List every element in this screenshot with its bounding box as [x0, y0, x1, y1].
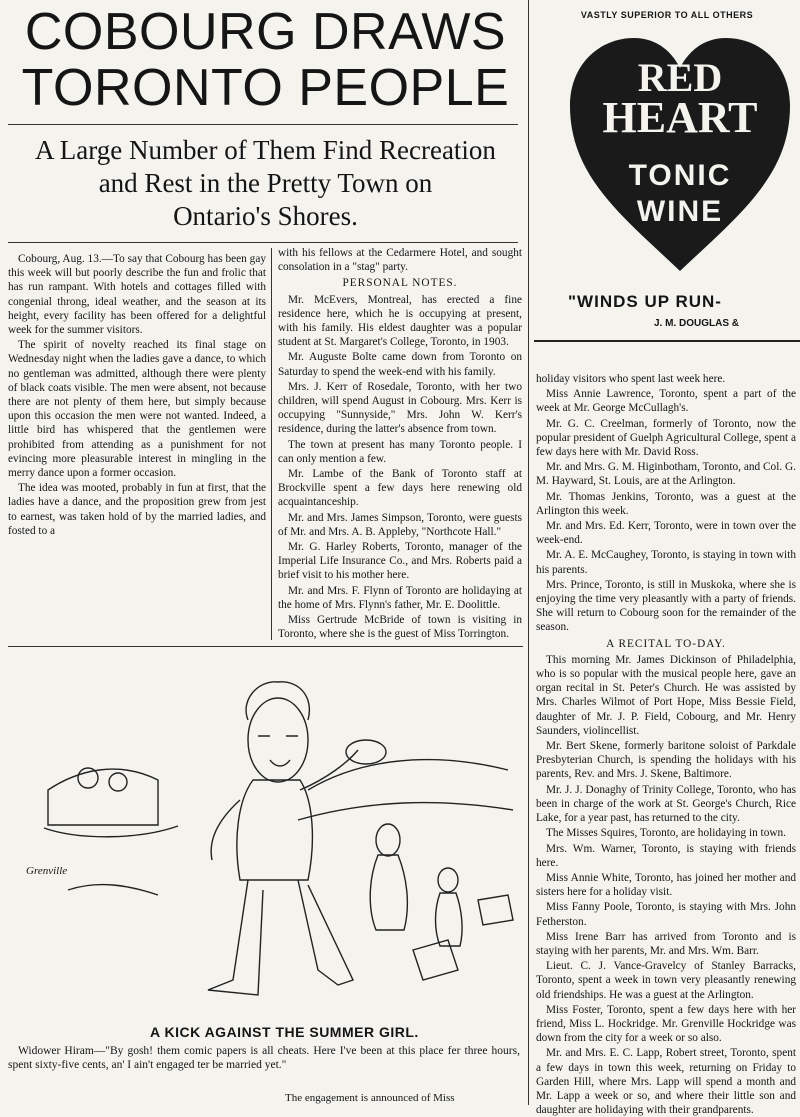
article-column-3 — [536, 372, 796, 1117]
paragraph: Miss Fanny Poole, Toronto, is staying with Mrs. John Fetherston. — [536, 901, 796, 928]
section-heading: PERSONAL NOTES. — [342, 277, 458, 290]
paragraph: Mr. J. J. Donaghy of Trinity College, Toronto, who has been in charge of the work at St. George's Church, Rice Lake, for a year past, has returned to the city. — [536, 783, 796, 825]
paragraph: Miss Gertrude McBride of town is visiting in Toronto, where she is the guest of Miss Torrington. — [278, 614, 522, 641]
paragraph: holiday visitors who spent last week here. — [536, 373, 726, 385]
paragraph: Cobourg, Aug. 13.—To say that Cobourg has been gay this week will but poorly describe the fun and frolic that has run rampant. With hotels and cottages filled with congenial throng, ideal weather, and the season at its height, every facility has been offered for a delightful week for the summer visitors. — [8, 253, 266, 337]
cartoon-caption: A KICK AGAINST THE SUMMER GIRL. — [150, 1024, 419, 1040]
paragraph: Mr. G. Harley Roberts, Toronto, manager of the Imperial Life Insurance Co., and Mrs. Roberts paid a brief visit to his mother here. — [278, 541, 522, 582]
subhead-line-2: and Rest in the Pretty Town on — [98, 168, 433, 198]
cartoon-drawing — [8, 650, 523, 1020]
headline-rule — [8, 124, 518, 125]
cartoon-top-rule — [8, 646, 523, 647]
column-rule-right — [528, 0, 529, 1105]
section-heading: A RECITAL TO-DAY. — [606, 637, 726, 650]
ad-wine: WINE — [636, 195, 724, 228]
paragraph: Mr. and Mrs. G. M. Higinbotham, Toronto, and Col. G. M. Hayward, St. Louis, are at the Arlington. — [536, 461, 796, 488]
subhead-line-1: A Large Number of Them Find Recreation — [35, 135, 496, 165]
red-heart-advertisement — [534, 0, 800, 342]
paragraph: Mr. Auguste Bolte came down from Toronto on Saturday to spend the week-end with his family. — [278, 351, 522, 378]
ad-brand-heart: HEART — [602, 93, 758, 142]
subhead-rule — [8, 242, 518, 243]
paragraph: Mrs. J. Kerr of Rosedale, Toronto, with her two children, will spend August in Cobourg. Mrs. Kerr is occupying "Sunnyside," Mrs. John W. Kerr's residence, during the latter's absence from town. — [278, 380, 522, 436]
paragraph: with his fellows at the Cedarmere Hotel, and sought consolation in a "stag" party. — [278, 247, 522, 274]
paragraph: Mrs. Prince, Toronto, is still in Muskoka, where she is enjoying the time very pleasantly with a party of friends. She will return to Cobourg soon for the remainder of the season. — [536, 578, 796, 634]
ad-brand-red: RED — [637, 55, 723, 100]
paragraph: Lieut. C. J. Vance-Gravelcy of Stanley Barracks, Toronto, spent a week in town very pleasantly renewing old friendships. He was a guest at the Arlington. — [536, 960, 796, 1001]
paragraph: Miss Annie White, Toronto, has joined her mother and sisters here for a holiday visit. — [536, 871, 796, 899]
paragraph: Mr. G. C. Creelman, formerly of Toronto, now the popular president of Guelph Agricultural College, spent a few days here with Mr. David Ross. — [536, 417, 796, 459]
cartoon-dialogue — [8, 1045, 520, 1087]
paragraph: Widower Hiram—"By gosh! them comic papers is all cheats. Here I've been at this place fer three hours, spent sixty-five cents, an' I ain't engaged ter be married yet." — [8, 1045, 520, 1071]
ad-tonic: TONIC — [628, 159, 732, 192]
paragraph: Mr. Bert Skene, formerly baritone soloist of Parkdale Presbyterian Church, is spending the holidays with his parents, Rev. and Mrs. J. Skene, Baltimore. — [536, 740, 796, 781]
paragraph: Mr. McEvers, Montreal, has erected a fine residence here, which he is occupying at present, with his family. His eldest daughter was a popular student at St. Margaret's College, Toronto, in 1903. — [278, 293, 522, 349]
paragraph: Mr. and Mrs. F. Flynn of Toronto are holidaying at the home of Mrs. Flynn's father, Mr. E. Doolittle. — [278, 584, 522, 611]
paragraph: Miss Annie Lawrence, Toronto, spent a part of the week at Mr. George McCullagh's. — [536, 388, 796, 415]
cartoonist-signature: Grenville — [26, 865, 68, 877]
paragraph: Miss Foster, Toronto, spent a few days here with her friend, Miss L. Hockridge. Mr. Grenville Hockridge was down from the city for a week or so also. — [536, 1003, 796, 1045]
ad-byline: J. M. DOUGLAS & — [654, 318, 740, 329]
paragraph: The town at present has many Toronto people. I can only mention a few. — [278, 438, 522, 465]
column-rule-middle — [271, 248, 272, 640]
paragraph: Mr. Lambe of the Bank of Toronto staff at Brockville spent a few days here renewing old acquaintanceship. — [278, 468, 522, 509]
paragraph: The spirit of novelty reached its final stage on Wednesday night when the ladies gave a dance, to which no gentleman was admitted, although there were plenty of black coats visible. The men were absent, not because there are not plenty of them here, but simply because upon this occasion the men were not wanted. Indeed, a little bird has whispered that the gentlemen were prohibited from attending as a punishment for not evincing more pleasurable interest in mingling in the merry dance upon a former occasion. — [8, 339, 266, 480]
headline-line-2: TORONTO PEOPLE — [21, 59, 510, 117]
paragraph: Mr. and Mrs. Ed. Kerr, Toronto, were in town over the week-end. — [536, 520, 796, 547]
paragraph: Mr. and Mrs. James Simpson, Toronto, were guests of Mr. and Mrs. A. B. Appleby, "Northcote Hall." — [278, 511, 522, 538]
article-column-2 — [278, 246, 522, 640]
ad-tagline: VASTLY SUPERIOR TO ALL OTHERS — [580, 10, 754, 20]
headline-line-1: COBOURG DRAWS — [24, 3, 507, 61]
paragraph: Mr. A. E. McCaughey, Toronto, is staying in town with his parents. — [536, 549, 796, 576]
paragraph: The idea was mooted, probably in fun at first, that the ladies have a dance, and the proposition grew from jest to earnest, was taken hold of by the married ladies, and fosted to a — [8, 482, 266, 537]
paragraph: Miss Irene Barr has arrived from Toronto and is staying with her parents, Mr. and Mrs. Wm. Barr. — [536, 930, 796, 957]
paragraph: Mrs. Wm. Warner, Toronto, is staying with friends here. — [536, 842, 796, 869]
paragraph: This morning Mr. James Dickinson of Philadelphia, who is so popular with the musical people here, gave an organ recital in St. Peter's Church. He was assisted by Mrs. Charles Wilmot of Port Hope, Miss Bessie Field, daughter of Mr. J. P. Field, Cobourg, and Mr. Henry Saunders, violincellist. — [536, 653, 796, 737]
paragraph: The Misses Squires, Toronto, are holidaying in town. — [546, 827, 786, 840]
paragraph: Mr. and Mrs. E. C. Lapp, Robert street, Toronto, spent a few days in town this week, returning on Friday to Garden Hill, where Mrs. Lapp will spend a month and Mr. Lapp a week or so, and where their little son and daughter are holidaying with their grandparents. — [536, 1047, 796, 1117]
subhead-line-3: Ontario's Shores. — [173, 201, 358, 231]
paragraph: Mr. Thomas Jenkins, Toronto, was a guest at the Arlington this week. — [536, 490, 796, 517]
cartoon-illustration — [8, 650, 523, 1020]
article-column-1 — [8, 252, 266, 640]
winds-up-headline: "WINDS UP RUN- — [568, 292, 722, 311]
footer-text: The engagement is announced of Miss — [285, 1092, 455, 1104]
